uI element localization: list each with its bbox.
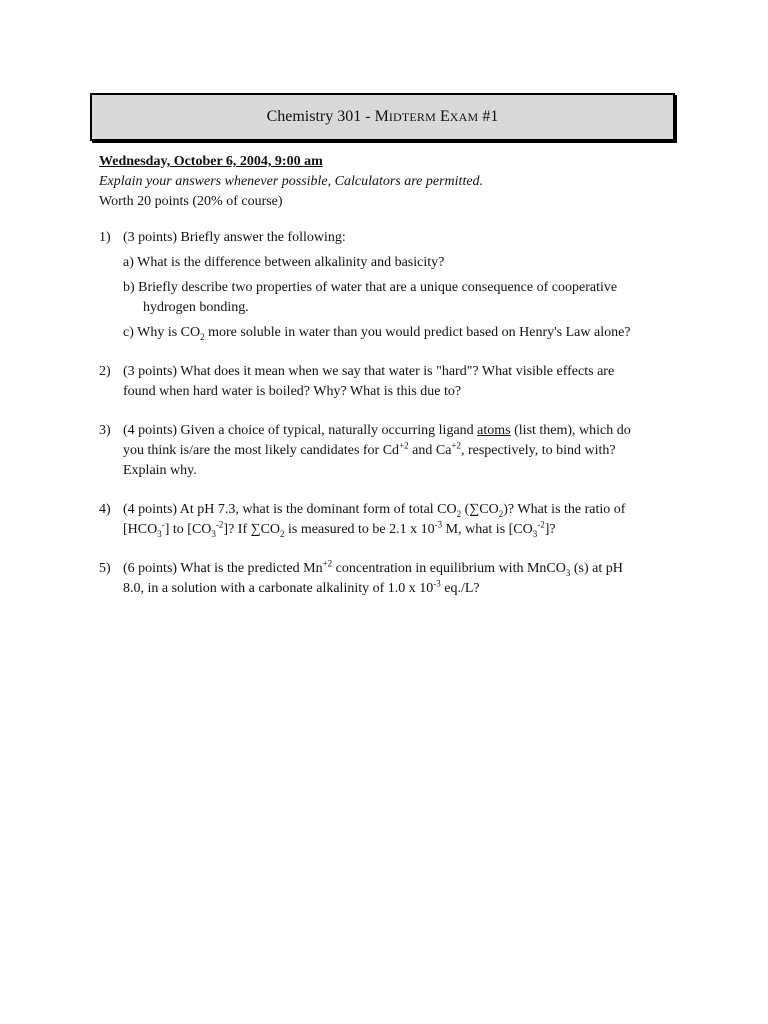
exam-content bbox=[99, 152, 679, 599]
exam-date: Wednesday, October 6, 2004, 9:00 am bbox=[99, 154, 323, 169]
question-text: found when hard water is boiled? Why? What is this due to? bbox=[123, 384, 462, 399]
question-text: (4 points) At pH 7.3, what is the dominant form of total $CO_2$ $(\sum CO_2)$? What is the ratio of bbox=[123, 502, 626, 519]
title-word1-cap: M bbox=[374, 108, 389, 125]
title-word2-rest: XAM bbox=[449, 110, 479, 124]
page-title bbox=[267, 108, 499, 126]
question-3 bbox=[99, 421, 679, 481]
question-5 bbox=[99, 559, 679, 599]
question-2 bbox=[99, 362, 679, 402]
question-text: (6 points) What is the predicted $Mn^{+2}$ concentration in equilibrium with MnCO$_3$ (s) at pH bbox=[123, 558, 623, 578]
question-number: 2) bbox=[99, 364, 111, 379]
question-text: $[HCO_3^-]$ to $[CO_3^{-2}]$? If $\sum CO_2$ is measured to be 2.1 x $10^{-3}$ M, what is $[CO_3^{-2}]$? bbox=[123, 519, 556, 539]
question-1a: a) What is the difference between alkalinity and basicity? bbox=[123, 255, 445, 270]
question-text: (4 points) Given a choice of typical, naturally occurring ligand atoms (list them), which do bbox=[123, 423, 631, 438]
question-text: (3 points) What does it mean when we say that water is "hard"? What visible effects are bbox=[123, 364, 615, 379]
question-number: 3) bbox=[99, 423, 111, 438]
title-banner bbox=[90, 93, 675, 141]
exam-instructions: Explain your answers whenever possible, Calculators are permitted. bbox=[99, 174, 484, 189]
question-number: 1) bbox=[99, 230, 111, 245]
question-text: 8.0, in a solution with a carbonate alkalinity of 1.0 x $10^{-3}$ eq./L? bbox=[123, 578, 480, 596]
question-1 bbox=[99, 228, 679, 248]
question-text: you think is/are the most likely candidates for $Cd^{+2}$ and $Ca^{+2}$, respectively, to bind with? bbox=[123, 440, 616, 458]
title-word2-cap: E bbox=[440, 108, 450, 125]
question-number: 4) bbox=[99, 502, 111, 517]
question-text: Explain why. bbox=[123, 463, 197, 478]
question-4 bbox=[99, 500, 679, 540]
question-text: (3 points) Briefly answer the following: bbox=[123, 230, 346, 245]
question-number: 5) bbox=[99, 561, 111, 576]
question-1c: c) Why is $CO_2$ more soluble in water than you would predict based on Henry's Law alone? bbox=[123, 325, 631, 342]
question-1b: b) Briefly describe two properties of water that are a unique consequence of cooperative bbox=[123, 280, 618, 295]
title-course: Chemistry 301 - bbox=[266, 108, 375, 125]
title-number: #1 bbox=[478, 108, 499, 125]
exam-worth: Worth 20 points (20% of course) bbox=[99, 194, 283, 209]
title-word1-rest: IDTERM bbox=[388, 110, 437, 124]
question-1b-cont: hydrogen bonding. bbox=[143, 300, 249, 315]
